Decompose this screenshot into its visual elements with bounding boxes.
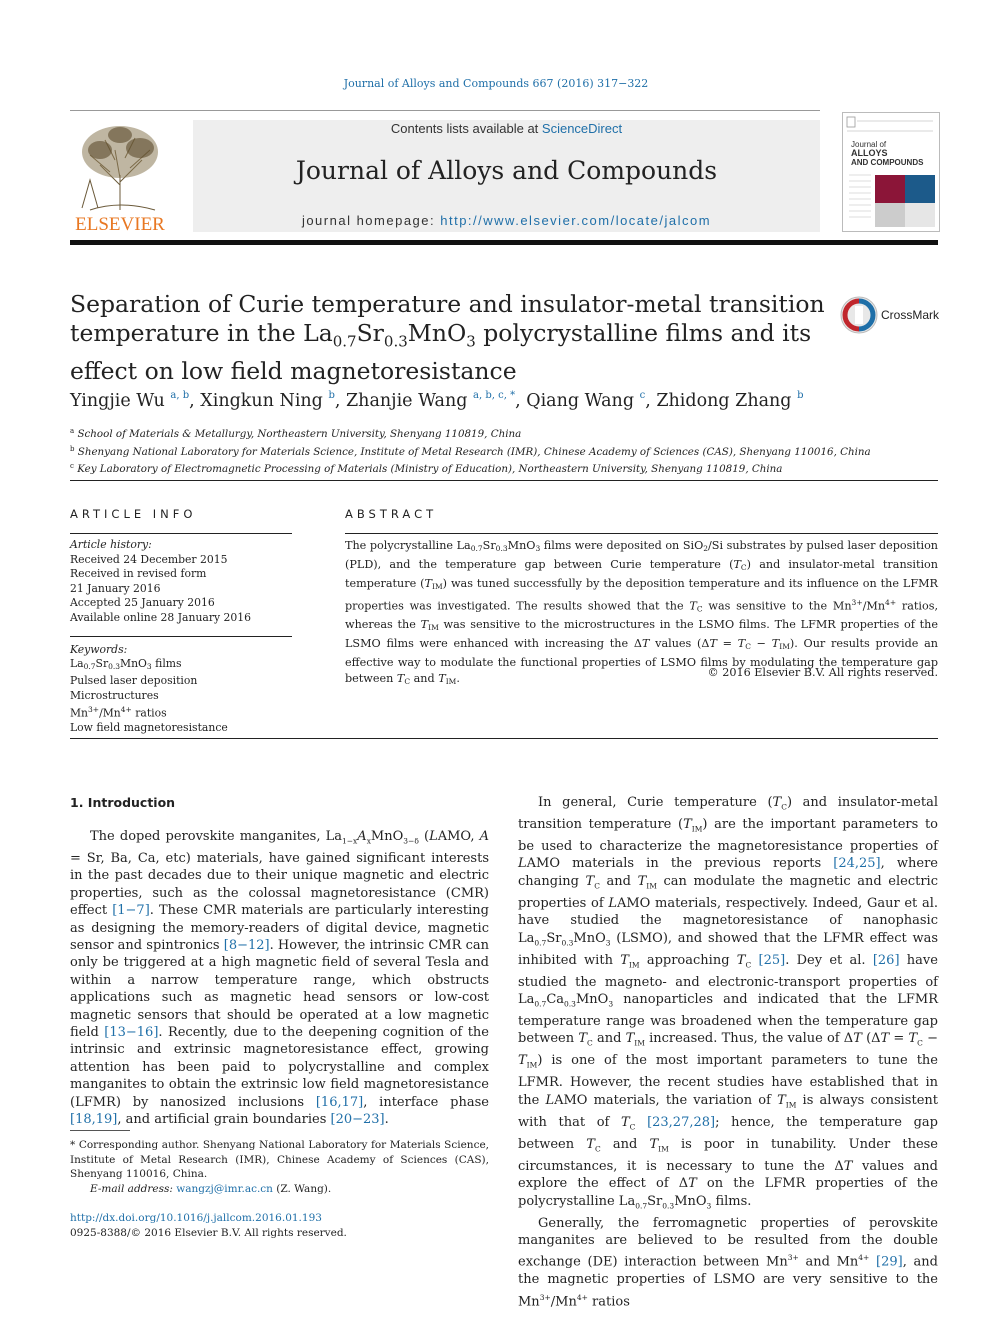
citation-link[interactable]: [18,19] <box>70 1112 118 1128</box>
keywords <box>70 643 292 735</box>
citation-link[interactable]: [29] <box>876 1254 903 1270</box>
history-label: Article history: <box>70 538 152 551</box>
history-item: Accepted 25 January 2016 <box>70 596 215 609</box>
journal-reference[interactable]: Journal of Alloys and Compounds 667 (2016) 317−322 <box>343 77 649 90</box>
article-history <box>70 538 292 625</box>
email-line: E-mail address: wangzj@imr.ac.cn (Z. Wang). <box>90 1182 332 1195</box>
body-paragraph: The doped perovskite manganites, $La_{1-x}A_xMnO_{3-\delta}$ (LAMO, A = Sr, Ba, Ca, etc) materials, have gained significant interests in the past decades due to their unique magnetic and electric properties, such as the colossal magnetoresistance (CMR) effect [1−7]. These CMR materials are particularly interesting as designing the memory-readers of digital device, magnetic sensor and spintronics [8−12]. However, the intrinsic CMR can only be triggered at a high magnetic field of several Tesla and within a narrow temperature range, which obstructs applications such as magnetic head sensors or low-cost magnetic sensors that should be operated at a low magnetic field [13−16]. Recently, due to the deepening cognition of the intrinsic and extrinsic magnetoresistance effect, growing attention has been paid to polycrystalline and complex manganites to obtain the extrinsic low field magnetoresistance (LFMR) by nanosized inclusions [16,17], interface phase [18,19], and artificial grain boundaries [20−23]. <box>70 829 489 1128</box>
citation-link[interactable]: [24,25] <box>833 856 881 872</box>
citation-link[interactable]: [20−23] <box>330 1112 385 1128</box>
journal-title: Journal of Alloys and Compounds <box>295 156 718 185</box>
sciencedirect-link[interactable]: ScienceDirect <box>541 121 623 136</box>
citation-link[interactable]: [16,17] <box>315 1094 364 1110</box>
body-paragraph: In general, Curie temperature $(T_C)$ and insulator-metal transition temperature $(T_{IM})$ are the important parameters to be used to characterize the magnetoresistance properties of LAMO materials in the previous reports [24,25], where changing $T_C$ and $T_{IM}$ can modulate the magnetic and electric properties of LAMO materials, respectively. Indeed, Gaur et al. have studied the magnetoresistance of nanophasic $La_{0.7}Sr_{0.3}MnO_3$ (LSMO), and showed that the LFMR effect was inhibited with $T_{IM}$ approaching $T_C$ [25]. Dey et al. [26] have studied the magneto- and electronic-transport properties of $La_{0.7}Ca_{0.3}MnO_3$ nanoparticles and indicated that the LFMR temperature range was broadened when the temperature gap between $T_C$ and $T_{IM}$ increased. Thus, the value of ΔT $(\Delta T = T_C - T_{IM})$ is one of the most important parameters to tune the LFMR. However, the recent studies have established that in the LAMO materials, the variation of $T_{IM}$ is always consistent with that of $T_C$ [23,27,28]; hence, the temperature gap between $T_C$ and $T_{IM}$ is poor in tunability. Under these circumstances, it is necessary to tune the ΔT values and explore the effect of ΔT on the LFMR properties of the polycrystalline $La_{0.7}Sr_{0.3}MnO_3$ films. <box>518 795 939 1211</box>
elsevier-wordmark: ELSEVIER <box>75 214 165 232</box>
elsevier-logo[interactable] <box>70 120 170 232</box>
affiliation-item: $^b$ Shenyang National Laboratory for Materials Science, Institute of Metal Research (IMR), Chinese Academy of Sciences (CAS), Shenyang 110016, China <box>70 444 871 458</box>
elsevier-tree-icon <box>70 120 170 232</box>
author[interactable]: Qiang Wang <box>526 391 635 411</box>
affiliation-item: $^a$ School of Materials & Metallurgy, Northeastern University, Shenyang 110819, China <box>70 427 522 440</box>
history-item: Received 24 December 2015 <box>70 552 228 566</box>
abstract-rule <box>345 533 938 534</box>
homepage-link[interactable]: http://www.elsevier.com/locate/jalcom <box>440 213 712 228</box>
svg-text:AND COMPOUNDS: AND COMPOUNDS <box>851 158 924 167</box>
author[interactable]: Zhanjie Wang <box>346 391 468 411</box>
footnote <box>70 1138 489 1196</box>
citation-link[interactable]: [8−12] <box>223 938 270 954</box>
keywords-label: Keywords: <box>70 643 128 656</box>
affiliation-item: $^c$ Key Laboratory of Electromagnetic Processing of Materials (Ministry of Education), Northeastern University, Shenyang 110819, China <box>70 462 783 475</box>
citation-link[interactable]: [25] <box>758 952 786 968</box>
abstract-heading: ABSTRACT <box>345 507 438 521</box>
section-divider <box>70 480 938 481</box>
author[interactable]: Yingjie Wu <box>70 391 165 411</box>
keyword-item[interactable]: Low field magnetoresistance <box>70 720 228 734</box>
abstract-text: The polycrystalline $La_{0.7}Sr_{0.3}MnO_3$ films were deposited on SiO$_2$/Si substrates by pulsed laser deposition (PLD), and the temperature gap between Curie temperature $(T_C)$ and insulator-metal transition temperature $(T_{IM})$ was tuned successfully by the deposition temperature and its influence on the LFMR properties was investigated. The results showed that the $T_C$ was sensitive to the $Mn^{3+}/Mn^{4+}$ ratios, whereas the $T_{IM}$ was sensitive to the microstructures in the LSMO films. The LFMR properties of the LSMO films were enhanced with increasing the ΔT values $(\Delta T = T_C - T_{IM})$. Our results provide an effective way to modulate the functional properties of LSMO films by modulating the temperature gap between $T_C$ and $T_{IM}$. <box>345 539 939 687</box>
citation-link[interactable]: [1−7] <box>112 903 150 919</box>
keywords-rule <box>70 636 292 637</box>
journal-homepage <box>193 213 820 228</box>
header-divider <box>70 110 820 111</box>
history-item: Available online 28 January 2016 <box>70 610 252 624</box>
article-info-rule <box>70 533 292 534</box>
section-heading-introduction: 1. Introduction <box>70 795 176 810</box>
contents-line <box>193 121 820 136</box>
article-info-heading: ARTICLE INFO <box>70 507 197 521</box>
svg-text:ALLOYS: ALLOYS <box>851 148 888 158</box>
keyword-item[interactable]: Pulsed laser deposition <box>70 674 198 688</box>
author-affiliation-mark[interactable]: b <box>328 390 335 401</box>
journal-cover-thumbnail[interactable] <box>842 112 940 232</box>
crossmark-label: CrossMark <box>881 308 940 322</box>
author-list: Yingjie Wu $^{a, b}$, Xingkun Ning $^b$, Zhanjie Wang $^{a, b, c, *}$, Qiang Wang $^c$, Zhidong Zhang $^b$ <box>70 390 804 411</box>
keyword-item[interactable]: Microstructures <box>70 688 159 702</box>
journal-banner <box>193 120 820 232</box>
svg-text:Journal of: Journal of <box>851 140 887 149</box>
article-title: Separation of Curie temperature and insulator-metal transition temperature in the $La_{0.7}Sr_{0.3}MnO_3$ polycrystalline films and its effect on low field magnetoresistance <box>70 290 825 385</box>
journal-cover-image <box>843 113 939 231</box>
keyword-item[interactable]: $Mn^{3+}/Mn^{4+}$ ratios <box>70 704 167 720</box>
citation-link[interactable]: [26] <box>872 952 900 968</box>
author-affiliation-mark[interactable]: a, b, c, * <box>473 390 516 401</box>
body-column-left <box>70 828 489 1129</box>
author-affiliation-mark[interactable]: b <box>797 390 804 401</box>
keyword-item[interactable]: $La_{0.7}Sr_{0.3}MnO_3$ films <box>70 657 182 672</box>
homepage-prefix: journal homepage: <box>301 213 441 228</box>
citation-link[interactable]: [23,27,28] <box>647 1114 716 1130</box>
history-item: 21 January 2016 <box>70 581 161 595</box>
author-affiliation-mark[interactable]: a, b <box>170 390 190 401</box>
abstract-copyright: © 2016 Elsevier B.V. All rights reserved. <box>707 666 938 679</box>
author[interactable]: Xingkun Ning <box>200 391 323 411</box>
author-affiliation-mark[interactable]: c <box>639 390 646 401</box>
footnote-rule <box>70 1130 130 1131</box>
issn-copyright: 0925-8388/© 2016 Elsevier B.V. All rights reserved. <box>70 1227 347 1239</box>
body-column-right <box>518 794 938 1310</box>
history-item: Received in revised form <box>70 567 207 580</box>
section-divider <box>70 738 938 739</box>
affiliations <box>70 424 930 477</box>
crossmark-badge[interactable] <box>840 296 950 336</box>
citation-link[interactable]: [13−16] <box>104 1025 159 1041</box>
corresponding-author-note: * Corresponding author. Shenyang National Laboratory for Materials Science, Institute of Metal Research (IMR), Chinese Academy of Sciences (CAS), Shenyang 110016, China. <box>70 1139 489 1180</box>
email-link[interactable]: wangzj@imr.ac.cn <box>176 1182 273 1195</box>
header-thick-rule <box>70 240 938 245</box>
body-paragraph: Generally, the ferromagnetic properties of perovskite manganites are believed to be resulted from the double exchange (DE) interaction between $Mn^{3+}$ and $Mn^{4+}$ [29], and the magnetic properties of LSMO are very sensitive to the $Mn^{3+}/Mn^{4+}$ ratios <box>518 1215 938 1309</box>
contents-prefix: Contents lists available at <box>390 121 542 136</box>
author[interactable]: Zhidong Zhang <box>656 391 792 411</box>
doi-link[interactable]: http://dx.doi.org/10.1016/j.jallcom.2016.01.193 <box>70 1212 322 1224</box>
crossmark-icon <box>840 296 880 336</box>
